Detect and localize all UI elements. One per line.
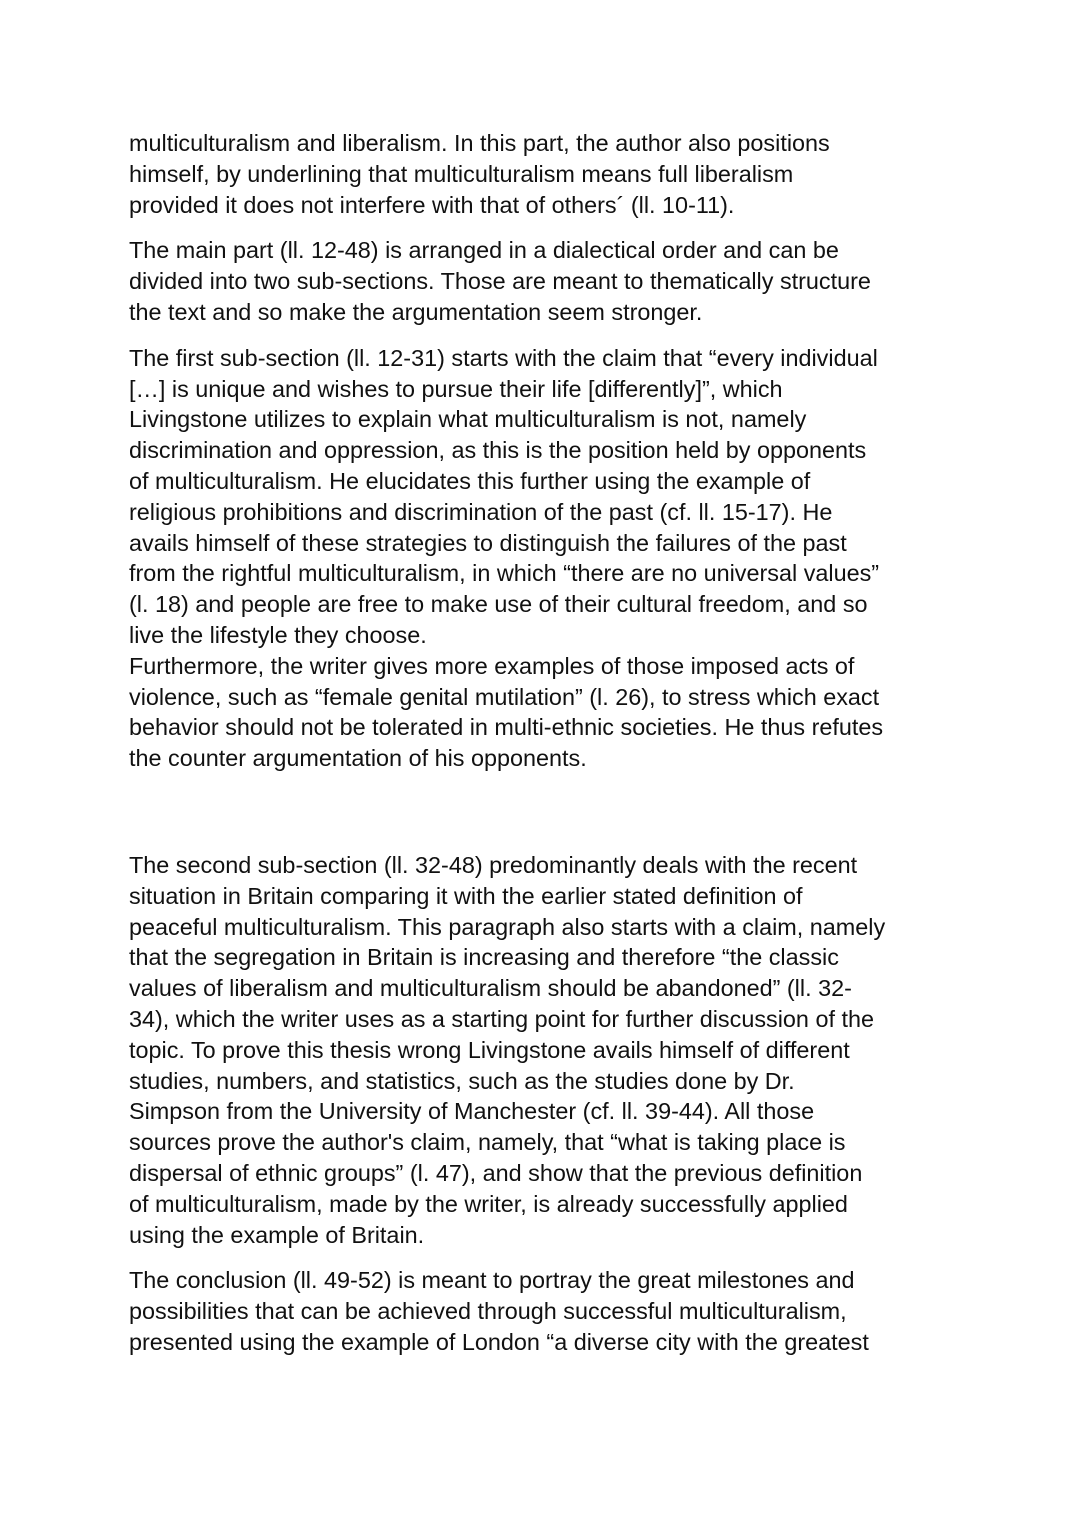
text-line: that the segregation in Britain is increasing and therefore “the classic bbox=[129, 944, 839, 971]
text-line: possibilities that can be achieved through successful multiculturalism, bbox=[129, 1298, 847, 1325]
paragraph-main-part bbox=[129, 235, 959, 327]
paragraph-first-subsection bbox=[129, 343, 959, 774]
text-line: dispersal of ethnic groups” (l. 47), and show that the previous definition bbox=[129, 1159, 863, 1186]
text-line: Simpson from the University of Manchester (cf. ll. 39-44). All those bbox=[129, 1098, 815, 1125]
text-line: Furthermore, the writer gives more examples of those imposed acts of bbox=[129, 652, 855, 679]
text-line: The second sub-section (ll. 32-48) predominantly deals with the recent bbox=[129, 851, 858, 878]
text-line: avails himself of these strategies to distinguish the failures of the past bbox=[129, 529, 847, 556]
text-line: multiculturalism and liberalism. In this part, the author also positions bbox=[129, 130, 830, 156]
text-line: behavior should not be tolerated in multi-ethnic societies. He thus refutes bbox=[129, 714, 884, 741]
text-line: religious prohibitions and discrimination of the past (cf. ll. 15-17). He bbox=[129, 498, 833, 525]
text-line: live the lifestyle they choose. bbox=[129, 621, 427, 648]
text-line: the text and so make the argumentation seem stronger. bbox=[129, 298, 703, 325]
paragraph-gap bbox=[129, 789, 959, 850]
text-line: values of liberalism and multiculturalism should be abandoned” (ll. 32- bbox=[129, 975, 852, 1002]
text-line: presented using the example of London “a diverse city with the greatest bbox=[129, 1328, 869, 1355]
paragraph-second-subsection bbox=[129, 850, 959, 1250]
text-line: The conclusion (ll. 49-52) is meant to portray the great milestones and bbox=[129, 1267, 855, 1294]
text-line: Livingstone utilizes to explain what multiculturalism is not, namely bbox=[129, 406, 807, 433]
text-line: topic. To prove this thesis wrong Livingstone avails himself of different bbox=[129, 1036, 850, 1063]
text-line: discrimination and oppression, as this is the position held by opponents bbox=[129, 437, 867, 464]
text-line: The main part (ll. 12-48) is arranged in a dialectical order and can be bbox=[129, 237, 839, 264]
text-line: of multiculturalism, made by the writer, is already successfully applied bbox=[129, 1190, 848, 1217]
text-line: situation in Britain comparing it with the earlier stated definition of bbox=[129, 882, 803, 909]
text-line: from the rightful multiculturalism, in which “there are no universal values” bbox=[129, 560, 880, 587]
paragraph-intro-tail bbox=[129, 128, 959, 220]
text-line: violence, such as “female genital mutilation” (l. 26), to stress which exact bbox=[129, 683, 880, 710]
text-line: peaceful multiculturalism. This paragraph also starts with a claim, namely bbox=[129, 913, 886, 940]
text-line: sources prove the author's claim, namely, that “what is taking place is bbox=[129, 1129, 846, 1156]
text-line: divided into two sub-sections. Those are meant to thematically structure bbox=[129, 268, 871, 295]
text-line: provided it does not interfere with that of others´ (ll. 10-11). bbox=[129, 191, 735, 218]
text-line: The first sub-section (ll. 12-31) starts with the claim that “every individual bbox=[129, 344, 878, 371]
text-line: himself, by underlining that multiculturalism means full liberalism bbox=[129, 160, 794, 187]
text-line: studies, numbers, and statistics, such as the studies done by Dr. bbox=[129, 1067, 795, 1094]
text-line: using the example of Britain. bbox=[129, 1221, 425, 1248]
text-line: of multiculturalism. He elucidates this further using the example of bbox=[129, 467, 811, 494]
text-line: the counter argumentation of his opponents. bbox=[129, 745, 587, 772]
text-line: 34), which the writer uses as a starting point for further discussion of the bbox=[129, 1005, 874, 1032]
text-line: (l. 18) and people are free to make use of their cultural freedom, and so bbox=[129, 591, 868, 618]
text-line: […] is unique and wishes to pursue their life [differently]”, which bbox=[129, 375, 783, 402]
document-body bbox=[129, 128, 959, 1373]
paragraph-conclusion bbox=[129, 1265, 959, 1357]
